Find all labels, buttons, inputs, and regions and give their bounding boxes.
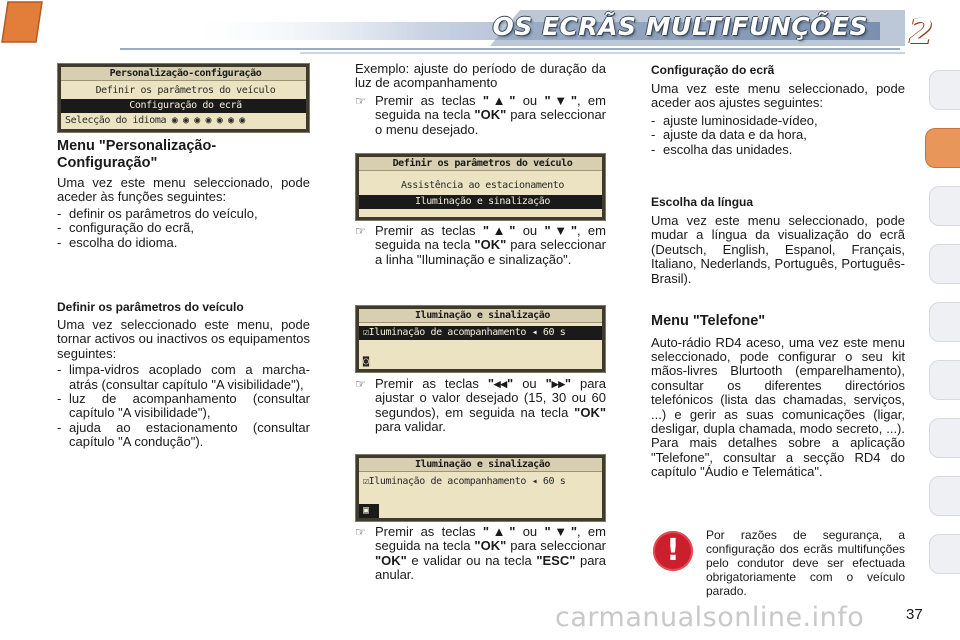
screen-line: Iluminação e sinalização: [359, 458, 602, 472]
instruction-step-3: ☞ Premir as teclas "◂◂" ou "▸▸" para ajustar o valor desejado (15, 30 ou 60 segundos), em seguida na tecla "OK" para validar.: [355, 376, 606, 435]
language-heading: Escolha da língua: [651, 195, 754, 209]
chapter-number: 2: [909, 12, 933, 52]
pointing-hand-icon: ☞: [355, 525, 366, 539]
column-middle-step4: [355, 525, 606, 583]
page-title: OS ECRÃS MULTIFUNÇÕES: [492, 12, 868, 41]
watermark-logo: carmanualsonline.info: [555, 602, 865, 633]
list-item: - escolha do idioma.: [57, 236, 310, 250]
vehicle-params-intro: Uma vez seleccionado este menu, pode tornar activos ou inactivos os equipamentos seguintes:: [57, 317, 310, 361]
list-item: - ajuste da data e da hora,: [651, 128, 905, 142]
chapter-tab-9[interactable]: [929, 534, 960, 574]
page-header: [0, 0, 960, 60]
screen-config-heading: Configuração do ecrã: [651, 63, 775, 77]
screen-config-intro: Uma vez este menu seleccionado, pode aceder aos ajustes seguintes:: [651, 81, 905, 111]
pointing-hand-icon: ☞: [355, 224, 366, 238]
instruction-step-1: ☞ Premir as teclas "▲" ou "▼", em seguida na tecla "OK" para seleccionar o menu desejado.: [355, 92, 606, 137]
screen-line: Definir os parâmetros do veículo: [95, 85, 276, 96]
screen-line-selected: ▣: [359, 504, 379, 518]
list-item: - limpa-vidros acoplado com a marcha-atrás (consultar capítulo "A visibilidade"),: [57, 363, 310, 392]
display-screen-content: [359, 309, 602, 369]
menu-personalization-list: [57, 207, 310, 250]
screen-line-selected: Configuração do ecrã: [61, 99, 306, 113]
list-item: - definir os parâmetros do veículo,: [57, 207, 310, 221]
menu-personalization-intro: Uma vez este menu seleccionado, pode aceder às funções seguintes:: [57, 175, 310, 205]
instruction-step-2: ☞ Premir as teclas "▲" ou "▼", em seguida na tecla "OK" para seleccionar a linha "Iluminação e sinalização".: [355, 223, 606, 267]
screen-line: ◙: [363, 356, 369, 367]
screen-line-selected: ☑Iluminação de acompanhamento ◂ 60 s: [359, 326, 602, 340]
list-item: - luz de acompanhamento (consultar capítulo "A visibilidade"),: [57, 392, 310, 421]
instruction-step-4: ☞ Premir as teclas "▲" ou "▼", em seguida na tecla "OK" para seleccionar "OK" e validar ou na tecla "ESC" para anular.: [355, 524, 606, 583]
column-middle-step2: [355, 224, 606, 267]
display-screen-lighting-adjust: [355, 305, 606, 373]
display-screen-content: [61, 67, 306, 129]
column-right-telephone: [651, 313, 905, 480]
column-left-section: [57, 300, 310, 450]
page-number: 37: [906, 606, 923, 623]
column-middle-step3: [355, 377, 606, 435]
chapter-tab-2-active[interactable]: [925, 128, 960, 168]
vehicle-params-heading: Definir os parâmetros do veículo: [57, 300, 244, 314]
chapter-tab-4[interactable]: [929, 244, 960, 284]
screen-line: ☑Iluminação de acompanhamento ◂ 60 s: [363, 476, 566, 487]
list-item: - escolha das unidades.: [651, 143, 905, 157]
safety-warning: [706, 528, 905, 598]
column-right-language: [651, 195, 905, 286]
vehicle-params-list: [57, 363, 310, 449]
list-item: - ajuda ao estacionamento (consultar capítulo "A condução").: [57, 421, 310, 450]
chapter-tab-5[interactable]: [929, 302, 960, 342]
warning-exclamation-icon: [653, 531, 693, 571]
list-item: - configuração do ecrã,: [57, 221, 310, 235]
chapter-tab-3[interactable]: [929, 186, 960, 226]
example-text: Exemplo: ajuste do período de duração da luz de acompanhamento: [355, 61, 606, 91]
pointing-hand-icon: ☞: [355, 93, 366, 108]
display-screen-vehicle-params: [355, 153, 606, 221]
chapter-tab-1[interactable]: [929, 70, 960, 110]
screen-line: Iluminação e sinalização: [359, 309, 602, 323]
display-screen-content: [359, 157, 602, 217]
chapter-tab-7[interactable]: [929, 418, 960, 458]
display-screen-personalization: [57, 63, 310, 133]
column-left: [57, 138, 310, 250]
chapter-badge: [0, 0, 44, 44]
display-screen-content: [359, 458, 602, 518]
screen-line-selected: Iluminação e sinalização: [359, 195, 602, 209]
language-body: Uma vez este menu seleccionado, pode mudar a língua da visualização do ecrã (Deutsch, English, Espanol, Français, Italiano, Nederlands, Português, Português-Brasil).: [651, 213, 905, 286]
screen-line: Personalização-configuração: [61, 67, 306, 81]
column-right-screen-config: [651, 63, 905, 157]
screen-line: Selecção do idioma ◉ ◉ ◉ ◉ ◉ ◉ ◉: [65, 115, 245, 126]
list-item: - ajuste luminosidade-vídeo,: [651, 114, 905, 128]
chapter-tab-8[interactable]: [929, 476, 960, 516]
screen-config-list: [651, 114, 905, 157]
chapter-tabs: [925, 70, 960, 615]
column-middle-intro: [355, 62, 606, 137]
telephone-body: Auto-rádio RD4 aceso, uma vez este menu seleccionado, pode configurar o seu kit mãos-livres Blurtooth (emparelhamento), consultar os diferentes directórios telefónicos (lista das chamadas, serviços, ...) e gerir as suas comunicações (ligar, desligar, dupla chamada, modo secreto, ...). Para mais detalhes sobre a aplicação "Telefone", consultar a secção RD4 do capítulo "Áudio e Telemática".: [651, 334, 905, 480]
safety-warning-text: Por razões de segurança, a configuração dos ecrãs multifunções pelo condutor deve ser efectuada obrigatoriamente com o veículo parado.: [706, 528, 905, 598]
screen-line: Assistência ao estacionamento: [401, 180, 564, 191]
telephone-menu-heading: Menu "Telefone": [651, 313, 766, 329]
menu-personalization-heading: Menu "Personalização-Configuração": [57, 138, 217, 171]
screen-line: Definir os parâmetros do veículo: [359, 157, 602, 171]
pointing-hand-icon: ☞: [355, 377, 366, 391]
display-screen-lighting-confirm: [355, 454, 606, 522]
chapter-tab-6[interactable]: [929, 360, 960, 400]
